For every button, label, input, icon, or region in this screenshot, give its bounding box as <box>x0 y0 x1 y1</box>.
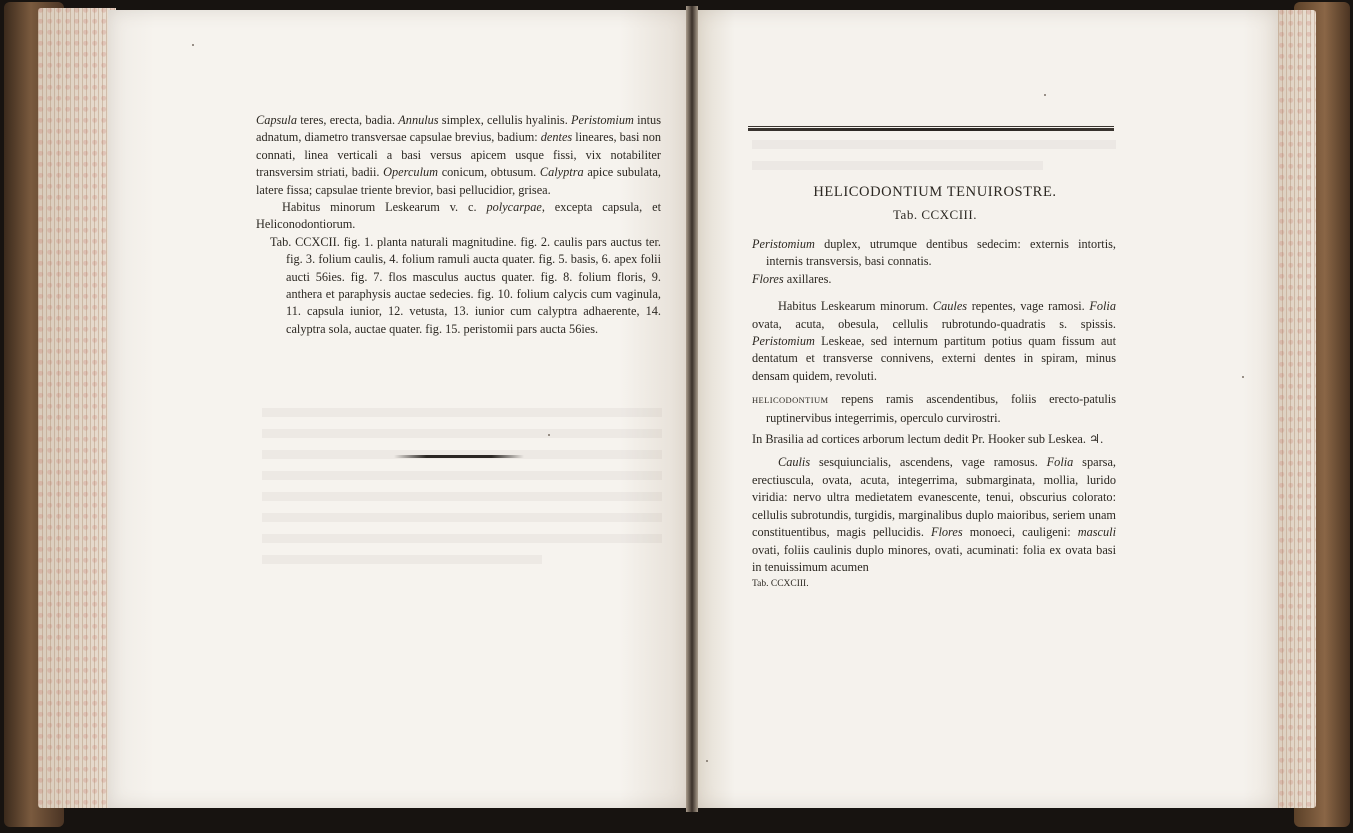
habitus-paragraph-right: Habitus Leskearum minorum. Caules repentes, vage ramosi. Folia ovata, acuta, obesula, cellulis rubrotundo-quadratis s. spissis. Peristomium Leskeae, sed internum partitum potius quam fissum aut dentatum et transverse connivens, externi dentes in spiram, minus densam quidem, revoluti. <box>752 299 1116 383</box>
book-gutter <box>686 6 698 812</box>
signature-mark: Tab. CCXCIII. <box>752 579 809 590</box>
paper-speck <box>192 44 194 46</box>
right-page-text <box>752 236 1116 594</box>
genus-diagnosis: Peristomium duplex, utrumque dentibus sedecim: externis intortis, internis transversis, basi connatis. <box>752 237 1116 269</box>
paper-speck <box>1242 376 1244 378</box>
locality-paragraph: In Brasilia ad cortices arborum lectum dedit Pr. Hooker sub Leskea. ♃. <box>752 432 1104 447</box>
paper-speck <box>706 760 708 762</box>
species-diagnosis: HELICODONTIUM repens ramis ascendentibus, foliis erecto-patulis ruptinervibus integerrimis, operculo curvirostri. <box>752 392 1116 425</box>
plate-number: Tab. CCXCIII. <box>893 207 977 222</box>
left-page-end-rule <box>394 455 524 458</box>
page-edges-left <box>38 8 116 808</box>
right-page-header-rule <box>748 126 1114 131</box>
show-through-right <box>752 140 1116 180</box>
left-page-text <box>256 112 661 338</box>
paper-speck <box>548 434 550 436</box>
habitus-paragraph: Habitus minorum Leskearum v. c. polycarpae, excepta capsula, et Heliconodontiorum. <box>256 200 661 232</box>
species-description: Caulis sesquiuncialis, ascendens, vage ramosus. Folia sparsa, erectiuscula, ovata, acuta, integerrima, submarginata, mollia, lurido viridia: nervo ultra medietatem evanescente, tenui, obscurius colorato: cellulis subrotundis, turgidis, marginalibus duplo maioribus, seriem unam constituentibus, magis pellucidis. Flores monoeci, cauligeni: masculi ovati, foliis caulinis duplo minores, ovati, acuminati: folia ex ovata basi in tenuissimum acumen <box>752 455 1116 574</box>
figure-explanation: Tab. CCXCII. fig. 1. planta naturali magnitudine. fig. 2. caulis pars auctus ter. fig. 3. folium caulis, 4. folium ramuli aucta quater. fig. 5. basis, 6. apex folii aucti 56ies. fig. 7. flos masculus auctus quater. fig. 8. folium floris, 9. anthera et paraphysis auctae sedecies. fig. 10. folium calycis cum vaginula, 11. capsula iunior, 12. vetusta, 13. iunior cum calyptra adhaerente, 14. calyptra sola, auctae quater. fig. 15. peristomii pars aucta 56ies. <box>270 234 661 336</box>
capsule-description: Capsula teres, erecta, badia. Annulus simplex, cellulis hyalinis. Peristomium intus adnatum, diametro transversae capsulae brevius, badium: dentes lineares, basi non connati, linea verticali a basi versus apicem usque fissi, vix notabiliter transversim striati, badii. Operculum conicum, obtusum. Calyptra apice subulata, latere fissa; capsulae triente brevior, basi pellucidior, grisea. <box>256 113 661 197</box>
paper-speck <box>1044 94 1046 96</box>
flores-line: Flores axillares. <box>752 271 832 286</box>
show-through-left <box>262 408 662 598</box>
species-title: HELICODONTIUM TENUIROSTRE. <box>813 184 1057 200</box>
